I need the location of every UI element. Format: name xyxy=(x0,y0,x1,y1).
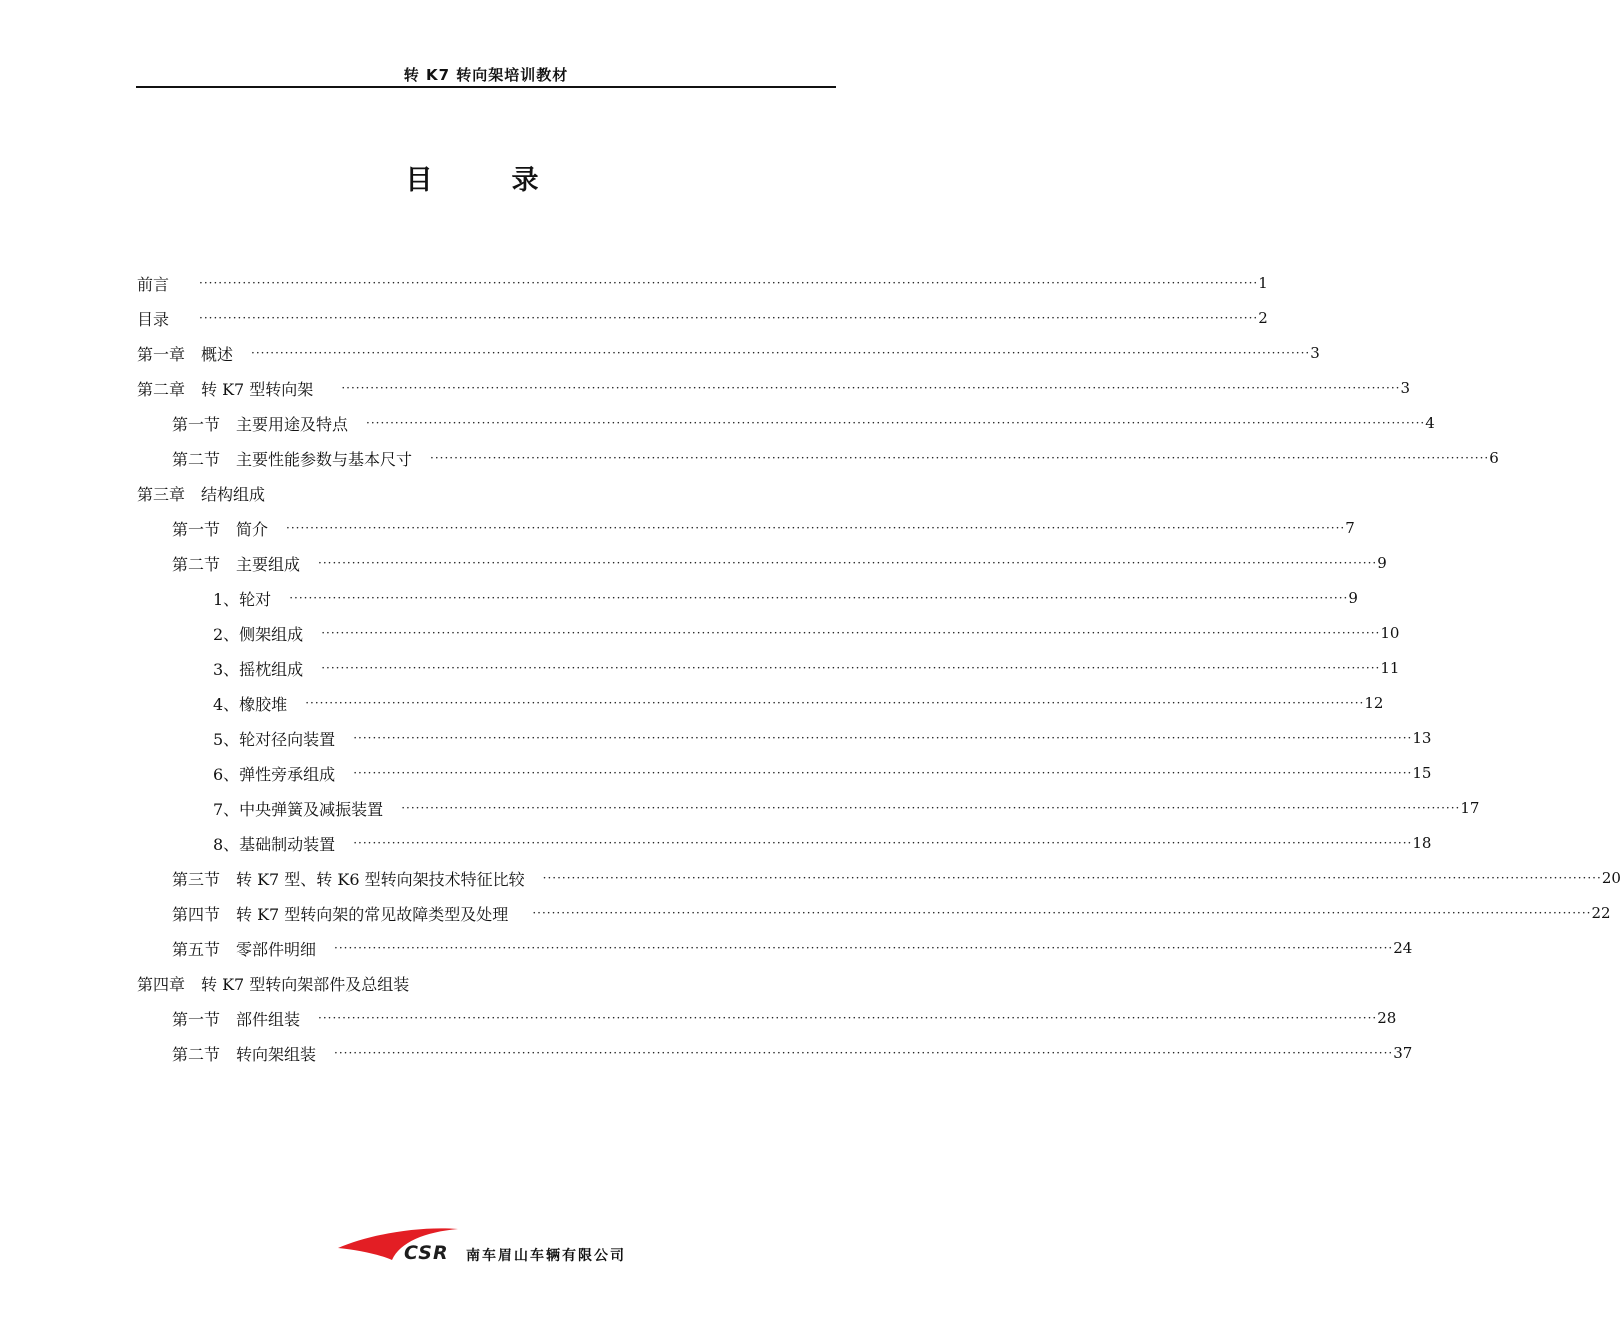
toc-leader: ···························································································································································································································· xyxy=(289,591,1349,605)
toc-entry[interactable] xyxy=(213,688,1384,718)
toc-leader: ···························································································································································································································· xyxy=(305,696,1365,710)
toc-chapter-label: 第三章 结构组成 xyxy=(137,484,266,504)
toc-entry[interactable] xyxy=(172,1038,1413,1068)
toc-entry[interactable] xyxy=(172,513,1355,543)
toc-entry-page: 2 xyxy=(1258,309,1268,327)
toc-entry-page: 11 xyxy=(1380,659,1400,677)
toc-leader: ···························································································································································································································· xyxy=(353,731,1413,745)
toc-entry-page: 24 xyxy=(1393,939,1413,957)
toc-entry-page: 1 xyxy=(1258,274,1268,292)
toc-leader: ···························································································································································································································· xyxy=(542,871,1602,885)
toc-entry[interactable] xyxy=(213,793,1480,823)
toc-entry-label: 6、弹性旁承组成 xyxy=(213,764,336,784)
toc-chapter-heading[interactable] xyxy=(137,478,265,508)
toc-leader: ···························································································································································································································· xyxy=(321,626,1381,640)
toc-leader: ···························································································································································································································· xyxy=(366,416,1426,430)
toc-leader: ···························································································································································································································· xyxy=(251,346,1311,360)
page-footer xyxy=(330,1220,650,1280)
toc-entry[interactable] xyxy=(172,408,1435,438)
toc-entry-label: 第二章 转 K7 型转向架 xyxy=(137,379,314,399)
toc-entry-page: 28 xyxy=(1377,1009,1397,1027)
toc-leader: ···························································································································································································································· xyxy=(318,1011,1378,1025)
toc-entry-page: 10 xyxy=(1380,624,1400,642)
csr-swoosh-logo-icon xyxy=(330,1220,470,1280)
toc-entry[interactable] xyxy=(172,443,1499,473)
toc-entry-label: 第一节 主要用途及特点 xyxy=(172,414,349,434)
header-rule xyxy=(136,86,836,88)
toc-entry-label: 目录 xyxy=(137,309,170,329)
toc-entry-page: 37 xyxy=(1393,1044,1413,1062)
toc-entry[interactable] xyxy=(172,1003,1397,1033)
toc-entry[interactable] xyxy=(137,303,1268,333)
toc-leader: ···························································································································································································································· xyxy=(341,381,1401,395)
toc-entry-label: 2、侧架组成 xyxy=(213,624,304,644)
toc-leader: ···························································································································································································································· xyxy=(353,836,1413,850)
toc-entry[interactable] xyxy=(172,898,1611,928)
toc-entry-label: 第四节 转 K7 型转向架的常见故障类型及处理 xyxy=(172,904,509,924)
header-title: 转 K7 转向架培训教材 xyxy=(403,66,569,84)
toc-entry-page: 18 xyxy=(1412,834,1432,852)
toc-entry-label: 第一节 简介 xyxy=(172,519,269,539)
toc-entry-label: 3、摇枕组成 xyxy=(213,659,304,679)
toc-chapter-heading[interactable] xyxy=(137,968,409,998)
toc-leader: ···························································································································································································································· xyxy=(321,661,1381,675)
toc-entry-label: 第二节 主要性能参数与基本尺寸 xyxy=(172,449,413,469)
toc-entry[interactable] xyxy=(137,268,1268,298)
toc-leader: ···························································································································································································································· xyxy=(334,1046,1394,1060)
toc-entry-label: 第三节 转 K7 型、转 K6 型转向架技术特征比较 xyxy=(172,869,525,889)
toc-leader: ···························································································································································································································· xyxy=(353,766,1413,780)
toc-entry[interactable] xyxy=(172,933,1413,963)
toc-leader: ···························································································································································································································· xyxy=(286,521,1346,535)
toc-entry-label: 前言 xyxy=(137,274,170,294)
toc-entry-page: 20 xyxy=(1601,869,1621,887)
toc-leader: ···························································································································································································································· xyxy=(318,556,1378,570)
toc-entry-label: 1、轮对 xyxy=(213,589,272,609)
toc-entry-label: 第二节 主要组成 xyxy=(172,554,301,574)
toc-leader: ···························································································································································································································· xyxy=(199,276,1259,290)
toc-entry-page: 22 xyxy=(1591,904,1611,922)
toc-entry[interactable] xyxy=(213,583,1358,613)
toc-entry-page: 9 xyxy=(1348,589,1358,607)
toc-leader: ···························································································································································································································· xyxy=(401,801,1461,815)
toc-entry[interactable] xyxy=(213,653,1400,683)
toc-entry-page: 12 xyxy=(1364,694,1384,712)
company-name: 南车眉山车辆有限公司 xyxy=(466,1248,626,1264)
toc-entry-page: 17 xyxy=(1460,799,1480,817)
toc-entry-page: 4 xyxy=(1425,414,1435,432)
page-title: 目 录 xyxy=(405,165,565,196)
toc-entry-label: 5、轮对径向装置 xyxy=(213,729,336,749)
toc-entry-page: 6 xyxy=(1489,449,1499,467)
toc-entry[interactable] xyxy=(172,863,1621,893)
toc-entry[interactable] xyxy=(213,723,1432,753)
toc-entry[interactable] xyxy=(213,618,1400,648)
toc-entry[interactable] xyxy=(137,373,1411,403)
toc-entry-label: 4、橡胶堆 xyxy=(213,694,288,714)
toc-entry-page: 13 xyxy=(1412,729,1432,747)
toc-entry-label: 第二节 转向架组装 xyxy=(172,1044,317,1064)
toc-entry-label: 8、基础制动装置 xyxy=(213,834,336,854)
toc-leader: ···························································································································································································································· xyxy=(199,311,1259,325)
toc-entry-label: 第一节 部件组装 xyxy=(172,1009,301,1029)
toc-entry[interactable] xyxy=(213,828,1432,858)
toc-chapter-label: 第四章 转 K7 型转向架部件及总组装 xyxy=(137,974,410,994)
toc-leader: ···························································································································································································································· xyxy=(430,451,1490,465)
toc-leader: ···························································································································································································································· xyxy=(334,941,1394,955)
toc-entry[interactable] xyxy=(172,548,1387,578)
toc-entry-page: 15 xyxy=(1412,764,1432,782)
toc-entry-page: 9 xyxy=(1377,554,1387,572)
logo-text: CSR xyxy=(404,1242,449,1264)
toc-entry-page: 3 xyxy=(1310,344,1320,362)
toc-entry[interactable] xyxy=(137,338,1320,368)
toc-entry-label: 第五节 零部件明细 xyxy=(172,939,317,959)
toc-entry[interactable] xyxy=(213,758,1432,788)
toc-leader: ···························································································································································································································· xyxy=(532,906,1592,920)
toc-entry-label: 7、中央弹簧及减振装置 xyxy=(213,799,384,819)
toc-entry-label: 第一章 概述 xyxy=(137,344,234,364)
toc-entry-page: 7 xyxy=(1345,519,1355,537)
toc-entry-page: 3 xyxy=(1400,379,1411,397)
